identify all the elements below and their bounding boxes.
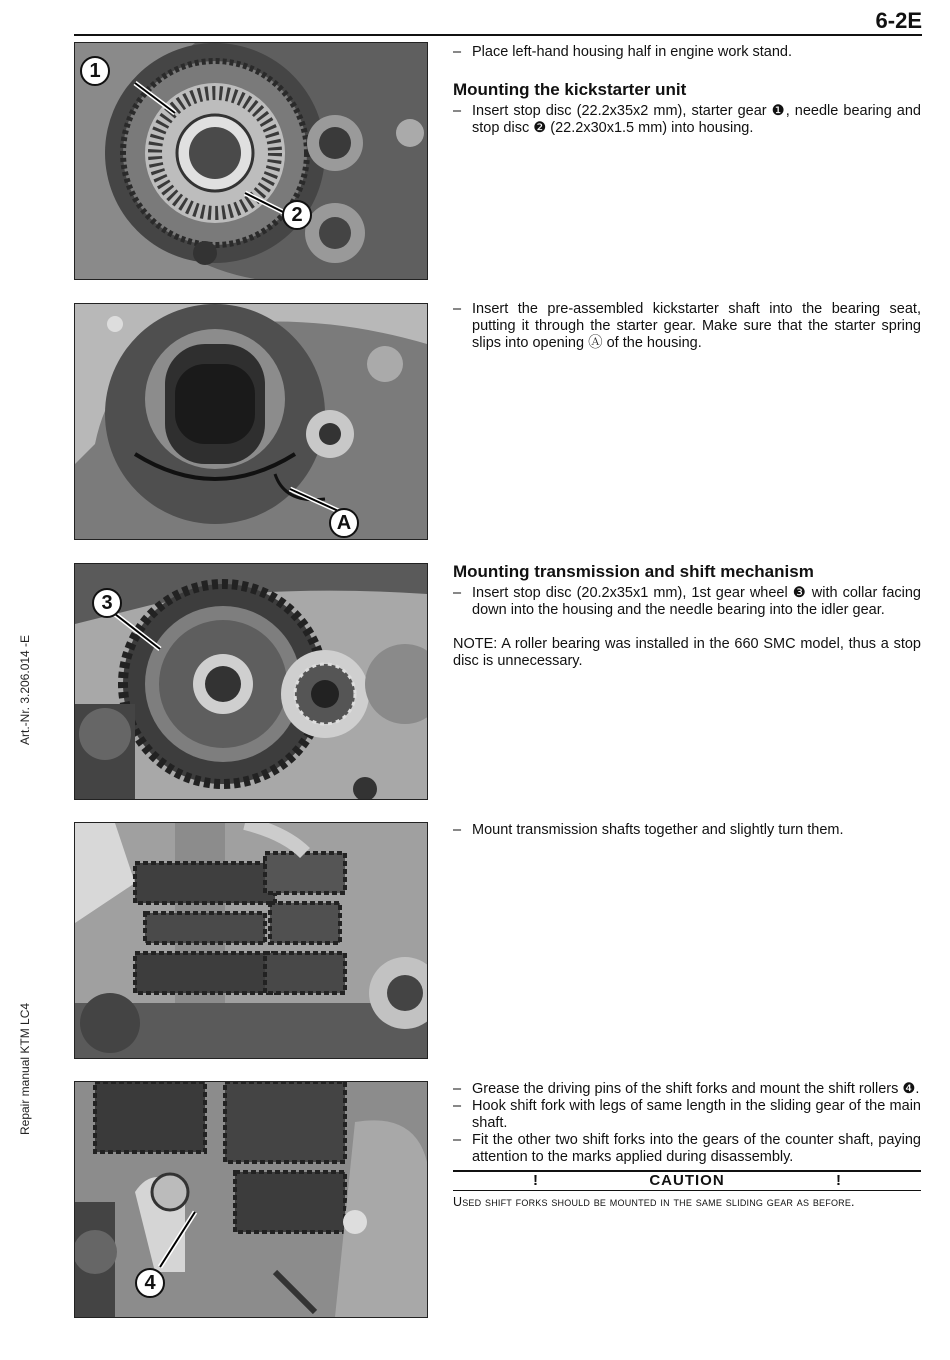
section-kickstarter xyxy=(453,80,921,137)
caution-banner xyxy=(453,1170,921,1191)
instruction-fit-shift-forks: – Fit the other two shift forks into the gears of the counter shaft, paying attention to the marks applied during disassembly. xyxy=(453,1132,921,1166)
section-housing xyxy=(453,44,921,61)
instruction-mount-shafts: – Mount transmission shafts together and slightly turn them. xyxy=(453,822,921,839)
photo-transmission-shafts xyxy=(74,822,428,1059)
article-number: Art.-Nr. 3.206.014 -E xyxy=(18,634,32,745)
caution-mark-left: ! xyxy=(533,1172,538,1189)
instruction-kickstarter-shaft: – Insert the pre-assembled kickstarter shaft into the bearing seat, putting it through the starter gear. Make sure that the starter spring slips into opening Ⓐ of the housing. xyxy=(453,301,921,352)
photo-kickstarter-gear xyxy=(74,42,428,280)
header-rule xyxy=(74,34,922,36)
note-roller-bearing: NOTE: A roller bearing was installed in the 660 SMC model, thus a stop disc is unnecessary. xyxy=(453,636,921,669)
marker-1: 1 xyxy=(80,56,110,86)
heading-transmission: Mounting transmission and shift mechanism xyxy=(453,562,814,581)
instruction-first-gear: – Insert stop disc (20.2x35x1 mm), 1st gear wheel ❸ with collar facing down into the housing and the needle bearing into the idler gear. xyxy=(453,585,921,619)
instruction-hook-shift-fork: – Hook shift fork with legs of same length in the sliding gear of the main shaft. xyxy=(453,1098,921,1132)
marker-2: 2 xyxy=(282,200,312,230)
instruction-shift-rollers: – Grease the driving pins of the shift forks and mount the shift rollers ❹. xyxy=(453,1081,921,1098)
section-mount-shafts xyxy=(453,822,921,839)
section-transmission xyxy=(453,562,921,670)
section-shift-forks xyxy=(453,1081,921,1211)
page-number: 6-2E xyxy=(875,8,922,33)
manual-title: Repair manual KTM LC4 xyxy=(18,1002,32,1135)
photo-first-gear xyxy=(74,563,428,800)
section-kickstarter-shaft xyxy=(453,301,921,352)
caution-title: CAUTION xyxy=(649,1172,725,1189)
caution-text: Used shift forks should be mounted in the same sliding gear as before. xyxy=(453,1195,855,1209)
marker-A: A xyxy=(329,508,359,538)
marker-4: 4 xyxy=(135,1268,165,1298)
heading-kickstarter: Mounting the kickstarter unit xyxy=(453,80,687,99)
photo-kickstarter-shaft xyxy=(74,303,428,540)
instruction-kickstarter: – Insert stop disc (22.2x35x2 mm), starter gear ❶, needle bearing and stop disc ❷ (22.2x30x1.5 mm) into housing. xyxy=(453,103,921,137)
photo-shift-forks xyxy=(74,1081,428,1318)
instruction-housing: – Place left-hand housing half in engine work stand. xyxy=(453,44,921,61)
marker-3: 3 xyxy=(92,588,122,618)
caution-mark-right: ! xyxy=(836,1172,841,1189)
